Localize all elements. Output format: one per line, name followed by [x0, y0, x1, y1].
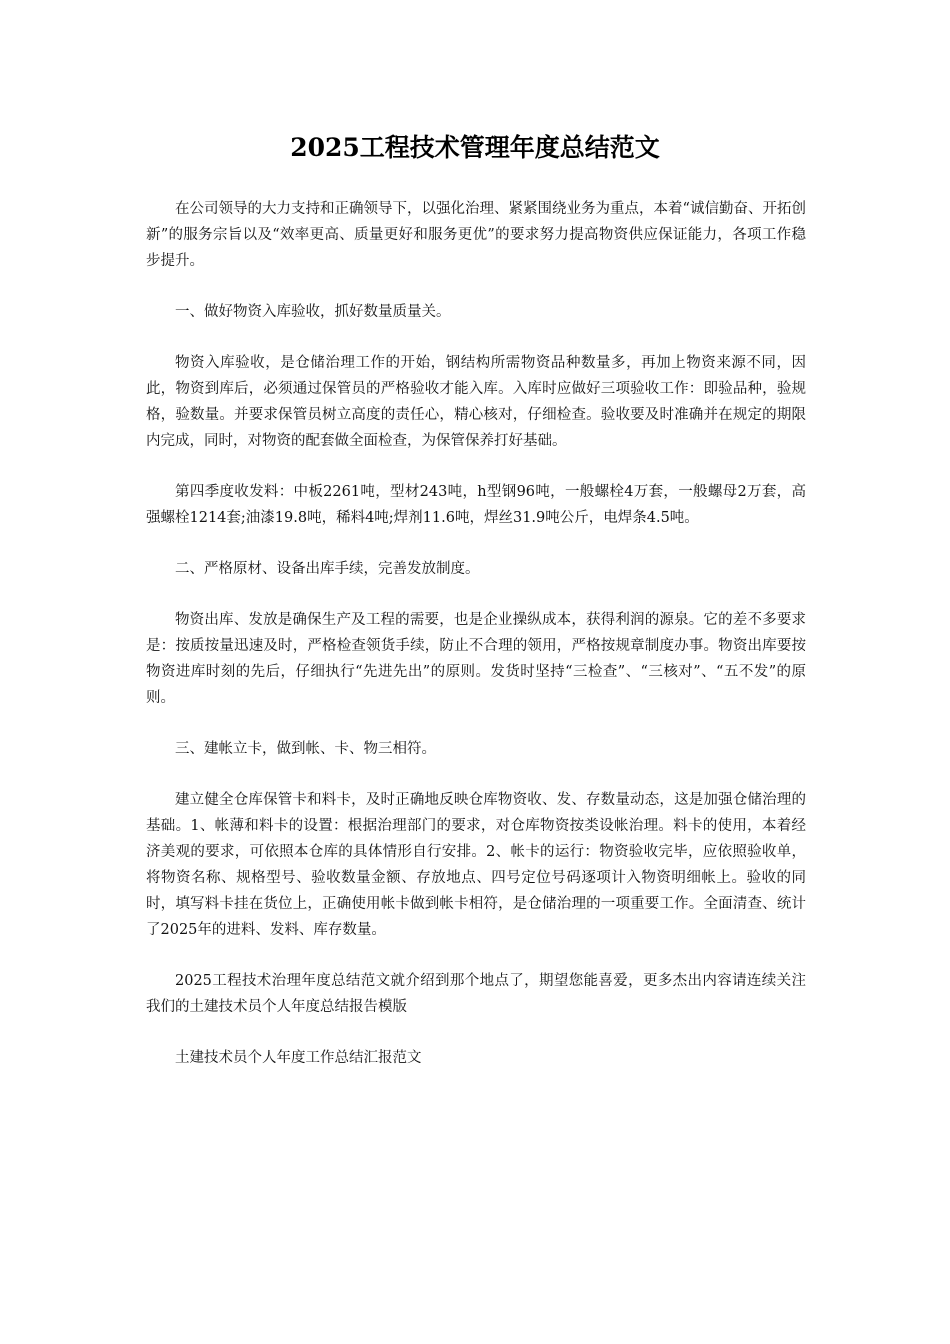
- section-heading-2: 二、严格原材、设备出库手续，完善发放制度。: [175, 561, 480, 577]
- section-3-paragraph: 建立健全仓库保管卡和料卡，及时正确地反映仓库物资收、发、存数量动态，这是加强仓储治理的基础。1、帐薄和料卡的设置：根据治理部门的要求，对仓库物资按类设帐治理。料卡的使用，本着经济美观的要求，可依照本仓库的具体情形自行安排。2、帐卡的运行：物资验收完毕，应依照验收单，将物资名称、规格型号、验收数量金额、存放地点、四号定位号码逐项计入物资明细帐上。验收的同时，填写料卡挂在货位上，正确使用帐卡做到帐卡相符，是仓储治理的一项重要工作。全面清查、统计了2025年的进料、发料、库存数量。: [146, 792, 806, 938]
- document-title: 2025工程技术管理年度总结范文: [290, 133, 660, 162]
- document-body: [146, 196, 806, 1096]
- closing-paragraph: 2025工程技术治理年度总结范文就介绍到那个地点了，期望您能喜爱，更多杰出内容请连续关注我们的土建技术员个人年度总结报告模版: [146, 973, 806, 1015]
- related-article-title: 土建技术员个人年度工作总结汇报范文: [175, 1050, 422, 1066]
- section-1-paragraph: 物资入库验收，是仓储治理工作的开始，钢结构所需物资品种数量多，再加上物资来源不同，因此，物资到库后，必须通过保管员的严格验收才能入库。入库时应做好三项验收工作：即验品种，验规格，验数量。并要求保管员树立高度的责任心，精心核对，仔细检查。验收要及时准确并在规定的期限内完成，同时，对物资的配套做全面检查，为保管保养打好基础。: [146, 355, 806, 449]
- section-2-paragraph: 物资出库、发放是确保生产及工程的需要，也是企业操纵成本，获得利润的源泉。它的差不多要求是：按质按量迅速及时，严格检查领货手续，防止不合理的领用，严格按规章制度办事。物资出库要按物资进库时刻的先后，仔细执行“先进先出”的原则。发货时坚持“三检查”、“三核对”、“五不发”的原则。: [146, 612, 806, 706]
- section-heading-3: 三、建帐立卡，做到帐、卡、物三相符。: [175, 741, 436, 757]
- materials-summary-paragraph: 第四季度收发料：中板2261吨，型材243吨，h型钢96吨，一般螺栓4万套，一般螺母2万套，高强螺栓1214套;油漆19.8吨，稀料4吨;焊剂11.6吨，焊丝31.9吨公斤，电焊条4.5吨。: [146, 484, 806, 526]
- intro-paragraph: 在公司领导的大力支持和正确领导下，以强化治理、紧紧围绕业务为重点，本着“诚信勤奋、开拓创新”的服务宗旨以及“效率更高、质量更好和服务更优”的要求努力提高物资供应保证能力，各项工作稳步提升。: [146, 201, 806, 269]
- section-heading-1: 一、做好物资入库验收，抓好数量质量关。: [175, 304, 451, 320]
